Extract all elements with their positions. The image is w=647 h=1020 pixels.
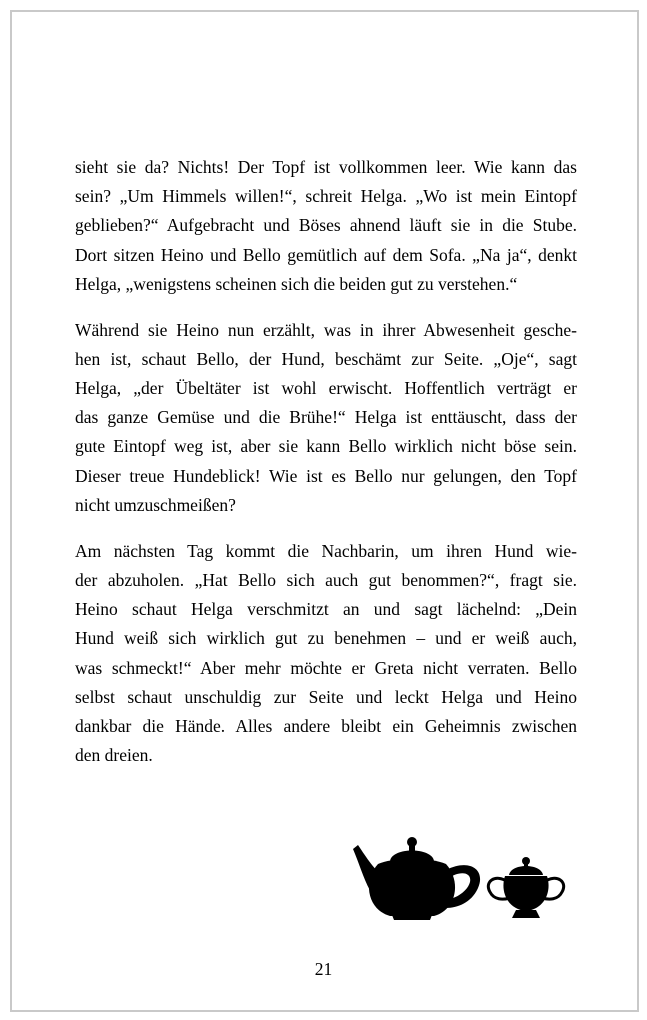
text-line: Helga, „wenigstens scheinen sich die beiden gut zu verstehen.“	[75, 273, 518, 294]
text-line: selbst schaut unschuldig zur Seite und leckt Helga und Heino	[75, 686, 577, 707]
text-line: Helga, „der Übeltäter ist wohl erwischt. Hoffentlich verträgt er	[75, 378, 577, 399]
text-line: Hund weiß sich wirklich gut zu benehmen – und er weiß auch,	[75, 628, 577, 649]
text-line: Heino schaut Helga verschmitzt an und sagt lächelnd: „Dein	[75, 599, 577, 620]
text-line: das ganze Gemüse und die Brühe!“ Helga ist enttäuscht, dass der	[75, 407, 577, 428]
text-line: Dieser treue Hundeblick! Wie ist es Bello nur gelungen, den Topf	[75, 465, 577, 486]
text-line: sein? „Um Himmels willen!“, schreit Helga. „Wo ist mein Eintopf	[75, 186, 577, 207]
text-line: sieht sie da? Nichts! Der Topf ist vollkommen leer. Wie kann das	[75, 157, 577, 177]
teapot-ornament	[350, 830, 570, 925]
sugar-bowl-icon	[488, 857, 563, 918]
text-line: gute Eintopf weg ist, aber sie kann Bello wirklich nicht böse sein.	[75, 436, 577, 457]
text-line: der abzuholen. „Hat Bello sich auch gut benommen?“, fragt sie.	[75, 570, 577, 591]
text-line: Dort sitzen Heino und Bello gemütlich auf dem Sofa. „Na ja“, denkt	[75, 244, 577, 265]
page-number: 21	[314, 959, 333, 979]
body-text	[75, 153, 577, 770]
paragraph-2	[75, 316, 577, 520]
paragraph-1	[75, 153, 577, 299]
paragraph-3	[75, 537, 577, 771]
text-line: nicht umzuschmeißen?	[75, 494, 236, 515]
text-line: dankbar die Hände. Alles andere bleibt ein Geheimnis zwischen	[75, 715, 577, 736]
text-line: was schmeckt!“ Aber mehr möchte er Greta nicht verraten. Bello	[75, 657, 577, 678]
text-line: den dreien.	[75, 745, 153, 766]
text-line: Während sie Heino nun erzählt, was in ihrer Abwesenheit gesche-	[75, 319, 577, 340]
text-line: hen ist, schaut Bello, der Hund, beschämt zur Seite. „Oje“, sagt	[75, 348, 577, 369]
text-line: Am nächsten Tag kommt die Nachbarin, um ihren Hund wie-	[75, 540, 577, 561]
text-line: geblieben?“ Aufgebracht und Böses ahnend läuft sie in die Stube.	[75, 215, 577, 236]
teapot-icon	[353, 837, 480, 920]
